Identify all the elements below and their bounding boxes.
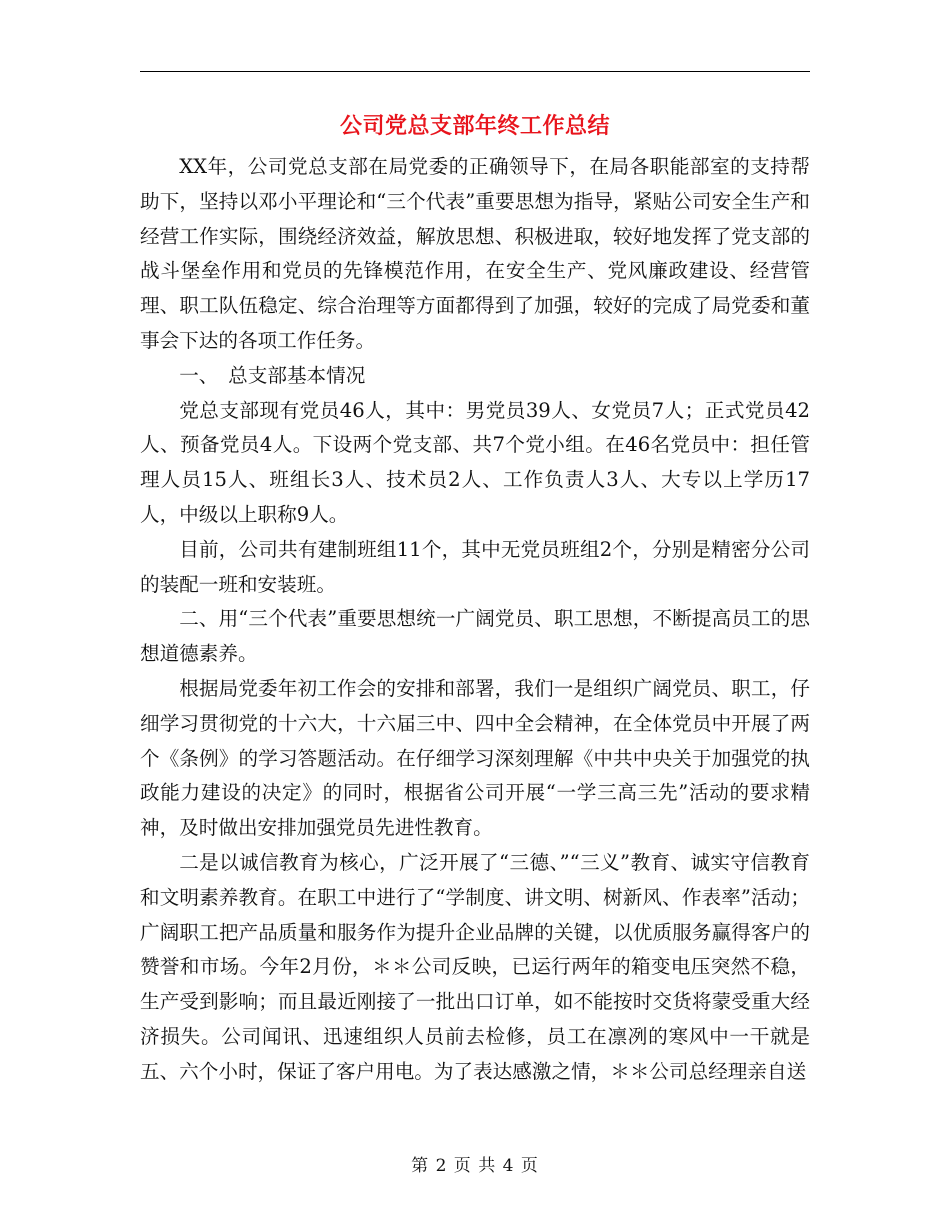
page-number: 第 2 页 共 4 页 [411, 1156, 539, 1176]
paragraph-intro: XX年，公司党总支部在局党委的正确领导下，在局各职能部室的支持帮助下，坚持以邓小平理论和“三个代表”重要思想为指导，紧贴公司安全生产和经营工作实际，围绕经济效益，解放思想、积极进取，较好地发挥了党支部的战斗堡垒作用和党员的先锋模范作用，在安全生产、党风廉政建设、经营管理、职工队伍稳定、综合治理等方面都得到了加强，较好的完成了局党委和董事会下达的各项工作任务。 [140, 155, 810, 352]
section-heading-1: 一、 总支部基本情况 [179, 363, 366, 387]
header-rule [140, 71, 810, 72]
document-title: 公司党总支部年终工作总结 [339, 113, 610, 139]
section-heading-2: 二、用“三个代表”重要思想统一广阔党员、职工思想，不断提高员工的思想道德素养。 [140, 607, 810, 666]
paragraph-integrity: 二是以诚信教育为核心，广泛开展了“三德、”“三义”教育、诚实守信教育和文明素养教育。在职工中进行了“学制度、讲文明、树新风、作表率”活动；广阔职工把产品质量和服务作为提升企业品牌的关键，以优质服务赢得客户的赞誉和市场。今年2月份，＊＊公司反映，已运行两年的箱变电压突然不稳，生产受到影响；而且最近刚接了一批出口订单，如不能按时交货将蒙受重大经济损失。公司闻讯、迅速组织人员前去检修，员工在凛冽的寒风中一干就是五、六个小时，保证了客户用电。为了表达感激之情，＊＊公司总经理亲自送 [140, 850, 810, 1083]
paragraph-teams: 目前，公司共有建制班组11个，其中无党员班组2个，分别是精密分公司的装配一班和安装班。 [140, 537, 810, 596]
paragraph-study: 根据局党委年初工作会的安排和部署，我们一是组织广阔党员、职工，仔细学习贯彻党的十六大，十六届三中、四中全会精神，在全体党员中开展了两个《条例》的学习答题活动。在仔细学习深刻理解《中共中央关于加强党的执政能力建设的决定》的同时，根据省公司开展“一学三高三先”活动的要求精神，及时做出安排加强党员先进性教育。 [140, 676, 810, 840]
paragraph-membership: 党总支部现有党员46人，其中：男党员39人、女党员7人；正式党员42人、预备党员4人。下设两个党支部、共7个党小组。在46名党员中：担任管理人员15人、班组长3人、技术员2人、工作负责人3人、大专以上学历17人，中级以上职称9人。 [140, 398, 810, 526]
document-body [140, 150, 810, 1090]
